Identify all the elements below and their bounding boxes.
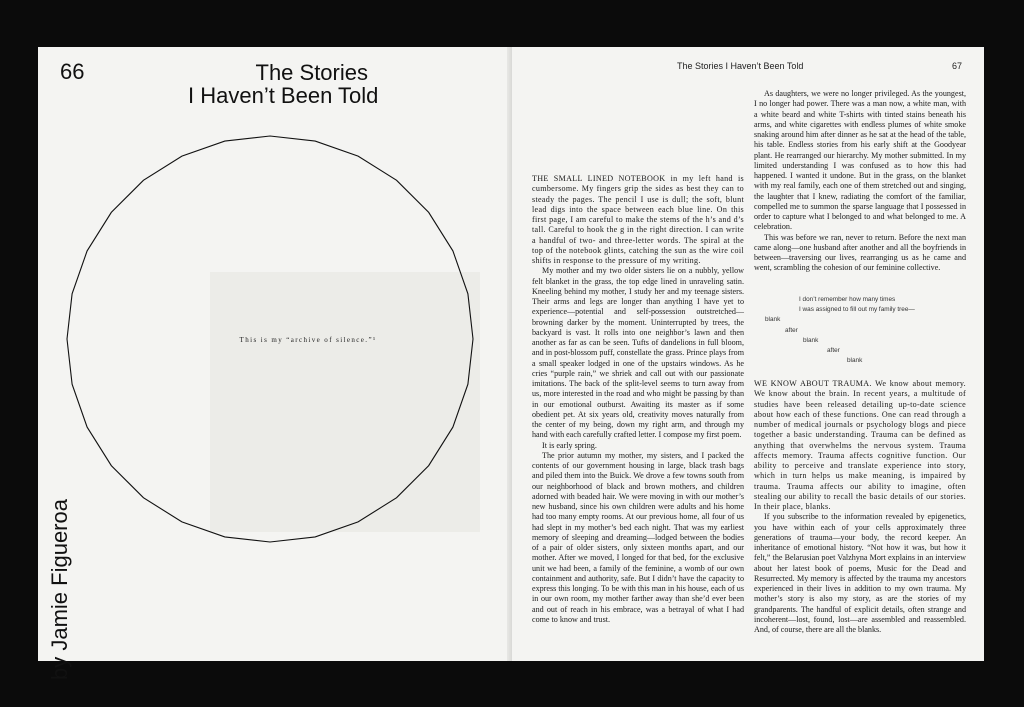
- family-tree-poem: [765, 295, 965, 366]
- paragraph: The prior autumn my mother, my sisters, and I packed the contents of our government housing in large, black trash bags and piled them into the Buick. We drove a few towns south from our neighborhood of black and brown mothers, and children adorned with beaded hair. We were moving in with our mother’s new husband, since his own children were adults and his home had too many empty rooms. At our previous home, all four of us had slept in my mother’s bed each night. That was my earliest memory of sleeping and dreaming—lodged between the bodies of a pair of older sisters, only sixteen months apart, and our mother. After we moved, I longed for that bed, for the exclusive unit we had been, a family of the feminine, a womb of our own containment and authority, safe. But I didn’t have the capacity to express this longing. To be with this man in his house, each of us in our own room, my mother farther away than she’d ever been and out of reach in his embrace, was a betrayal of what I had come to know and trust.: [532, 450, 744, 624]
- paragraph: This was before we ran, never to return. Before the next man came along—one husband after another and all the boyfriends in between—traversing our lives, rearranging us as he came and went, scrambling the cohesion of our feminine collective.: [754, 232, 966, 273]
- poem-line: I don’t remember how many times: [799, 296, 896, 303]
- poem-line: blank: [847, 357, 863, 365]
- body-column-1: [532, 174, 744, 625]
- running-head: The Stories I Haven’t Been Told: [677, 61, 804, 71]
- poem-line: after: [785, 326, 798, 334]
- left-page: [38, 47, 510, 680]
- paragraph: My mother and my two older sisters lie on a nubbly, yellow felt blanket in the grass, the top edge lined in unraveling satin. Kneeling behind my mother, I study her and my teenage sisters. Their arms and legs are longer than anything I have yet to experience—potential and self-possession outstretched—browning darker by the moment. Uninterrupted by trees, the backyard is vast. It rolls into one neighbor’s lawn and then another as far as can be seen. Tufts of dandelions in full bloom, and in post-blossom puff, constellate the grass. Prince plays from a small speaker lodged in one of the upstairs windows. As he cries “purple rain,” we shriek and call out with our passionate imitations. The back of the split-level seems to turn away from us, more interested in the road and who might be passing by than in our emotional outburst. Awaiting its master as if some obedient pet. At six years old, creativity moves naturally from the center of my being, down my right arm, and through my hand with each carefully crafted letter. I compose my first poem.: [532, 266, 744, 440]
- archive-quote: This is my “archive of silence.”¹: [239, 336, 377, 344]
- author-byline: by Jamie Figueroa: [47, 499, 72, 680]
- page-number-left: 66: [60, 59, 85, 84]
- page-number-right: 67: [952, 61, 963, 71]
- paragraph: THE SMALL LINED NOTEBOOK in my left hand is cumbersome. My fingers grip the sides as best they can to steady the pages. The pencil I use is dull; the soft, blunt lead digs into the space between each blue line. On this first page, I am careful to make the stems of the h’s and d’s tall. Careful to hook the g in the right direction. I can write a handful of two- and three-letter words. The spiral at the top of the notebook glints, catching the sun as the wire coil shifts in response to the pressure of my writing.: [532, 174, 744, 265]
- paragraph: It is early spring.: [542, 440, 597, 450]
- poem-line: after: [827, 347, 840, 355]
- paragraph: As daughters, we were no longer privileged. As the youngest, I no longer had power. There was a man now, a white man, with a white beard and white T-shirts with tinted stains beneath his arms, and white cigarettes with endless plumes of white smoke snaking around him after dinner as he sat at the head of the table, his table. Endless stories from his early shift at the Goodyear plant. He rearranged our hierarchy. My mother submitted. In my limited understanding I was confused as to how this had happened. I wanted it undone. But in the grass, on the blanket with my real family, each one of them stretched out and singing, the laughter that I knew, radiating the comfort of the familiar, compelled me to summon the sparse language that I possessed in order to capture what I belonged to and what belonged to me. A celebration.: [754, 89, 966, 232]
- poem-line: blank: [803, 336, 819, 344]
- circle-outline: [38, 47, 510, 661]
- poem-line: I was assigned to fill out my family tree—: [799, 306, 915, 314]
- paragraph: WE KNOW ABOUT TRAUMA. We know about memory. We know about the brain. In recent years, a multitude of studies have been released detailing up-to-date science about how each of these functions. One can read through a number of medical journals or psychology blogs and piece together a basic understanding. Trauma can be defined as anything that overwhelms the nervous system. Trauma affects memory. Trauma affects cognitive function. Our ability to perceive and translate experience into story, which in turn helps us make meaning, is impaired by trauma. Trauma affects our ability to imagine, often stealing our ability to recall the basic details of our stories. In their place, blanks.: [754, 379, 966, 511]
- body-column-2-top: [754, 89, 966, 274]
- right-page: [512, 47, 984, 661]
- body-column-2-bottom: [754, 379, 966, 635]
- poem-line: blank: [765, 316, 781, 324]
- title-line-1: The Stories: [255, 60, 368, 85]
- title-line-2: I Haven’t Been Told: [188, 83, 379, 108]
- paragraph: If you subscribe to the information revealed by epigenetics, you have within each of your cells approximately three generations of trauma—your body, the record keeper. An inheritance of emotional history. “Not how it was, but how it felt,” the Belarusian poet Valzhyna Mort explains in an interview about her latest book of poems, Music for the Dead and Resurrected. My memory is affected by the trauma my ancestors experienced in their lives in addition to my own trauma. My mother’s story is also my story, as are the stories of my grandparents. The handful of explicit details, often strange and incoherent—lost, found, lost—are assembled and reassembled. And, of course, there are all the blanks.: [754, 512, 966, 634]
